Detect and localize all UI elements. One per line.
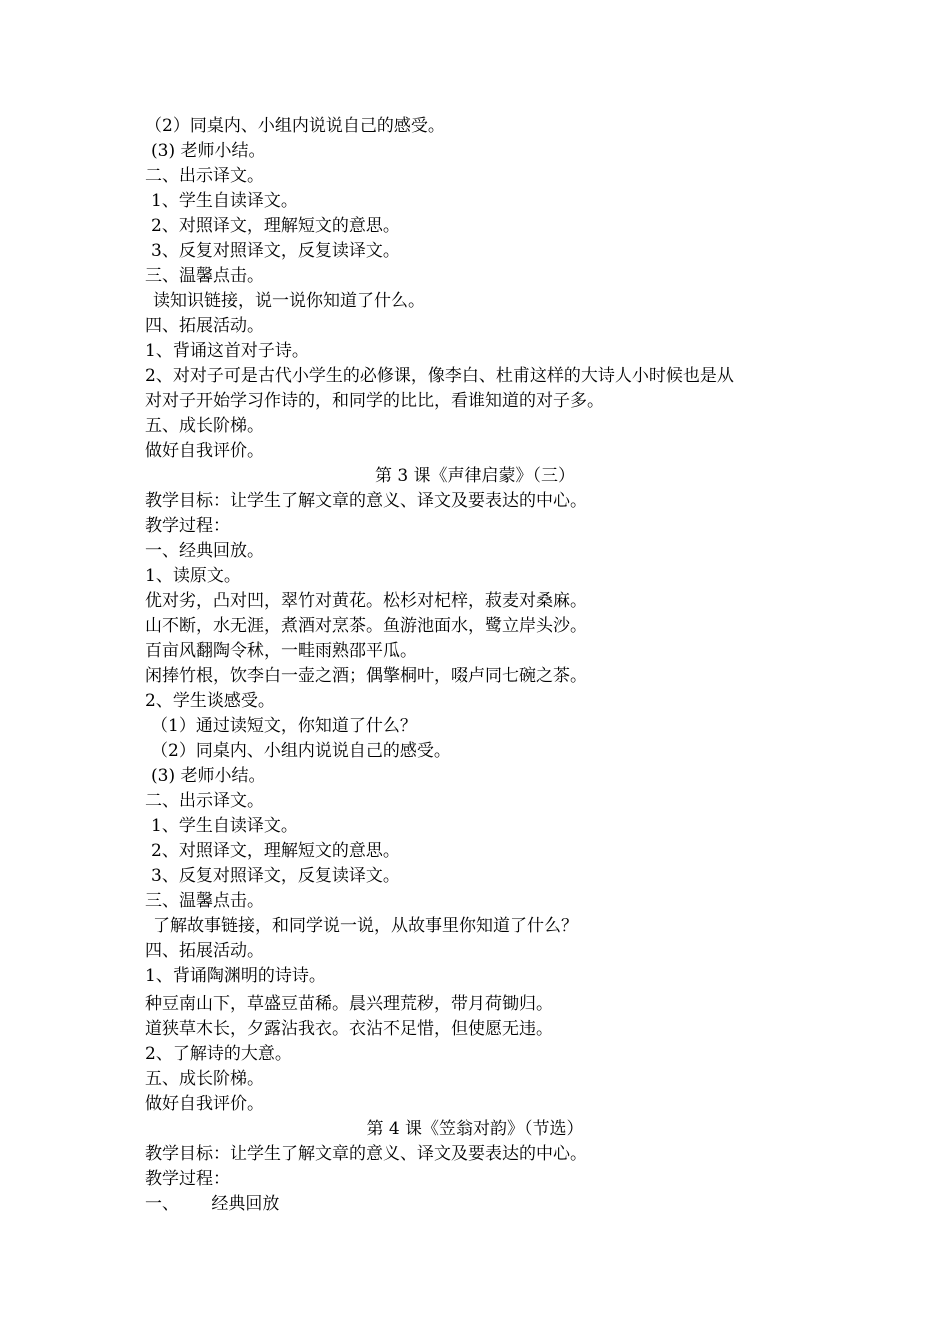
text-line: 五、成长阶梯。	[145, 1069, 264, 1089]
text-line: 2、对照译文，理解短文的意思。	[151, 841, 400, 861]
text-line: 一、 经典回放	[145, 1194, 280, 1214]
text-line: 了解故事链接，和同学说一说，从故事里你知道了什么？	[153, 916, 578, 936]
lesson-title: 第 4 课《笠翁对韵》（节选）	[366, 1119, 584, 1139]
text-line: 1、背诵陶渊明的诗诗。	[145, 966, 326, 986]
lesson-title: 第 3 课《声律启蒙》（三）	[374, 466, 576, 486]
text-line: 五、成长阶梯。	[145, 416, 264, 436]
text-line: (3) 老师小结。	[151, 766, 266, 786]
text-line: 2、了解诗的大意。	[145, 1044, 292, 1064]
text-line: 教学目标：让学生了解文章的意义、译文及要表达的中心。	[145, 1144, 587, 1164]
text-line: 1、背诵这首对子诗。	[145, 341, 309, 361]
text-line: 道狭草木长，夕露沾我衣。衣沾不足惜，但使愿无违。	[145, 1019, 553, 1039]
text-line: 1、学生自读译文。	[151, 191, 298, 211]
text-line: 二、出示译文。	[145, 166, 264, 186]
text-line: 闲捧竹根，饮李白一壶之酒；偶擎桐叶，啜卢同七碗之茶。	[145, 666, 587, 686]
text-line: 2、对对子可是古代小学生的必修课，像李白、杜甫这样的大诗人小时候也是从	[145, 366, 734, 386]
text-line: 3、反复对照译文，反复读译文。	[151, 866, 400, 886]
text-line: 四、拓展活动。	[145, 941, 264, 961]
text-line: 2、对照译文，理解短文的意思。	[151, 216, 400, 236]
text-line: (3) 老师小结。	[151, 141, 266, 161]
text-line: 种豆南山下，草盛豆苗稀。晨兴理荒秽，带月荷锄归。	[145, 994, 553, 1014]
text-line: 1、读原文。	[145, 566, 241, 586]
text-line: 2、学生谈感受。	[145, 691, 275, 711]
text-line: 教学过程：	[145, 1169, 230, 1189]
text-line: （1）通过读短文，你知道了什么？	[151, 716, 417, 736]
text-line: 二、出示译文。	[145, 791, 264, 811]
text-line: 优对劣，凸对凹，翠竹对黄花。松杉对杞梓，菽麦对桑麻。	[145, 591, 587, 611]
text-line: 对对子开始学习作诗的，和同学的比比，看谁知道的对子多。	[145, 391, 604, 411]
text-line: 三、温馨点击。	[145, 891, 264, 911]
text-line: 1、学生自读译文。	[151, 816, 298, 836]
text-line: 做好自我评价。	[145, 1094, 264, 1114]
text-line: 山不断，水无涯，煮酒对烹茶。鱼游池面水，鹭立岸头沙。	[145, 616, 587, 636]
text-line: 三、温馨点击。	[145, 266, 264, 286]
text-line: 读知识链接，说一说你知道了什么。	[153, 291, 425, 311]
text-line: 一、经典回放。	[145, 541, 264, 561]
text-line: 教学过程：	[145, 516, 230, 536]
text-line: 四、拓展活动。	[145, 316, 264, 336]
text-line: （2）同桌内、小组内说说自己的感受。	[145, 116, 445, 136]
text-line: 教学目标：让学生了解文章的意义、译文及要表达的中心。	[145, 491, 587, 511]
text-line: 3、反复对照译文，反复读译文。	[151, 241, 400, 261]
text-line: （2）同桌内、小组内说说自己的感受。	[151, 741, 451, 761]
text-line: 做好自我评价。	[145, 441, 264, 461]
text-line: 百亩风翻陶令秫，一畦雨熟邵平瓜。	[145, 641, 417, 661]
